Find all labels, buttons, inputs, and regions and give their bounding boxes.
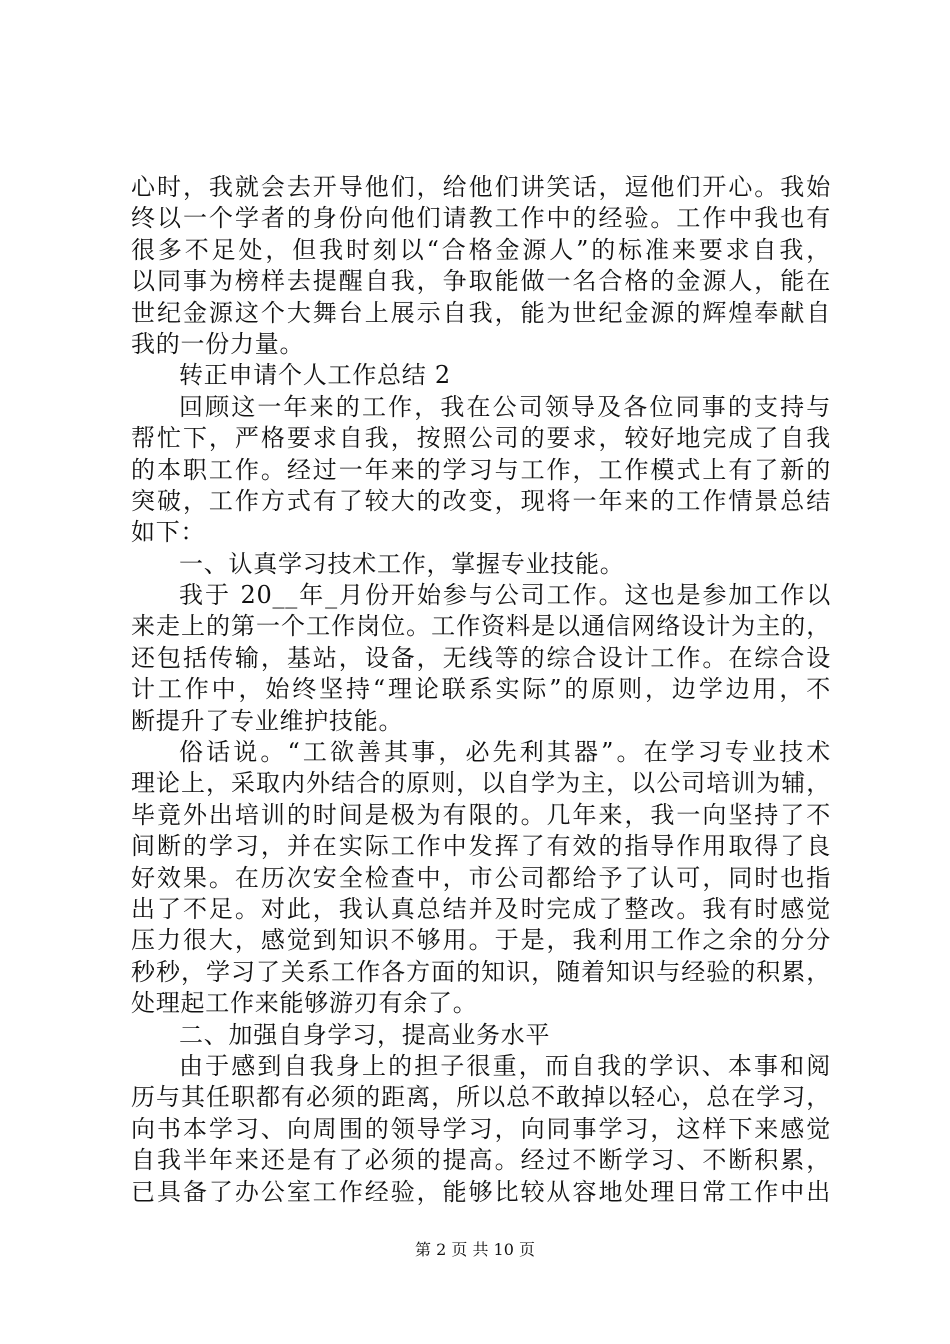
text-line: 压力很大，感觉到知识不够用。于是，我利用工作之余的分分 — [131, 926, 831, 955]
text-line: 终以一个学者的身份向他们请教工作中的经验。工作中我也有 — [131, 204, 831, 233]
text-line: 世纪金源这个大舞台上展示自我，能为世纪金源的辉煌奉献自 — [131, 298, 831, 327]
text-line: 来走上的第一个工作岗位。工作资料是以通信网络设计为主的， — [131, 612, 831, 641]
section-heading: 一、认真学习技术工作，掌握专业技能。 — [179, 549, 625, 578]
text-line: 我于 20__年_月份开始参与公司工作。这也是参加工作以 — [179, 581, 831, 610]
document-body — [131, 172, 831, 1208]
text-line: 出了不足。对此，我认真总结并及时完成了整改。我有时感觉 — [131, 894, 831, 923]
text-line: 向书本学习、向周围的领导学习，向同事学习，这样下来感觉 — [131, 1114, 831, 1143]
text-line: 已具备了办公室工作经验，能够比较从容地处理日常工作中出 — [131, 1177, 831, 1206]
text-line: 很多不足处，但我时刻以“合格金源人”的标准来要求自我， — [131, 235, 831, 264]
page-number-footer: 第 2 页 共 10 页 — [415, 1240, 535, 1259]
text-line: 由于感到自我身上的担子很重，而自我的学识、本事和阅 — [179, 1051, 831, 1080]
text-line: 理论上，采取内外结合的原则，以自学为主，以公司培训为辅， — [131, 769, 831, 798]
text-line: 以同事为榜样去提醒自我，争取能做一名合格的金源人，能在 — [131, 267, 831, 296]
text-line: 间断的学习，并在实际工作中发挥了有效的指导作用取得了良 — [131, 832, 831, 861]
text-line: 突破，工作方式有了较大的改变，现将一年来的工作情景总结 — [131, 486, 831, 515]
text-line: 历与其任职都有必须的距离，所以总不敢掉以轻心，总在学习， — [131, 1083, 831, 1112]
text-line: 自我半年来还是有了必须的提高。经过不断学习、不断积累， — [131, 1146, 831, 1175]
text-line: 计工作中，始终坚持“理论联系实际”的原则，边学边用，不 — [131, 675, 831, 704]
section-heading: 二、加强自身学习，提高业务水平 — [179, 1020, 551, 1049]
text-line: 的本职工作。经过一年来的学习与工作，工作模式上有了新的 — [131, 455, 831, 484]
text-line: 秒秒，学习了关系工作各方面的知识，随着知识与经验的积累， — [131, 957, 831, 986]
text-line: 俗话说。“工欲善其事，必先利其器”。在学习专业技术 — [179, 738, 831, 767]
text-line: 我的一份力量。 — [131, 329, 305, 358]
section-title: 转正申请个人工作总结 2 — [179, 361, 451, 390]
text-line: 帮忙下，严格要求自我，按照公司的要求，较好地完成了自我 — [131, 424, 831, 453]
text-line: 好效果。在历次安全检查中，市公司都给予了认可，同时也指 — [131, 863, 831, 892]
text-line: 毕竟外出培训的时间是极为有限的。几年来，我一向坚持了不 — [131, 800, 831, 829]
text-line: 断提升了专业维护技能。 — [131, 706, 404, 735]
text-line: 如下： — [131, 518, 206, 547]
text-line: 处理起工作来能够游刃有余了。 — [131, 989, 478, 1018]
text-line: 还包括传输，基站，设备，无线等的综合设计工作。在综合设 — [131, 643, 831, 672]
text-line: 心时，我就会去开导他们，给他们讲笑话，逗他们开心。我始 — [131, 173, 831, 201]
text-line: 回顾这一年来的工作，我在公司领导及各位同事的支持与 — [179, 392, 831, 421]
